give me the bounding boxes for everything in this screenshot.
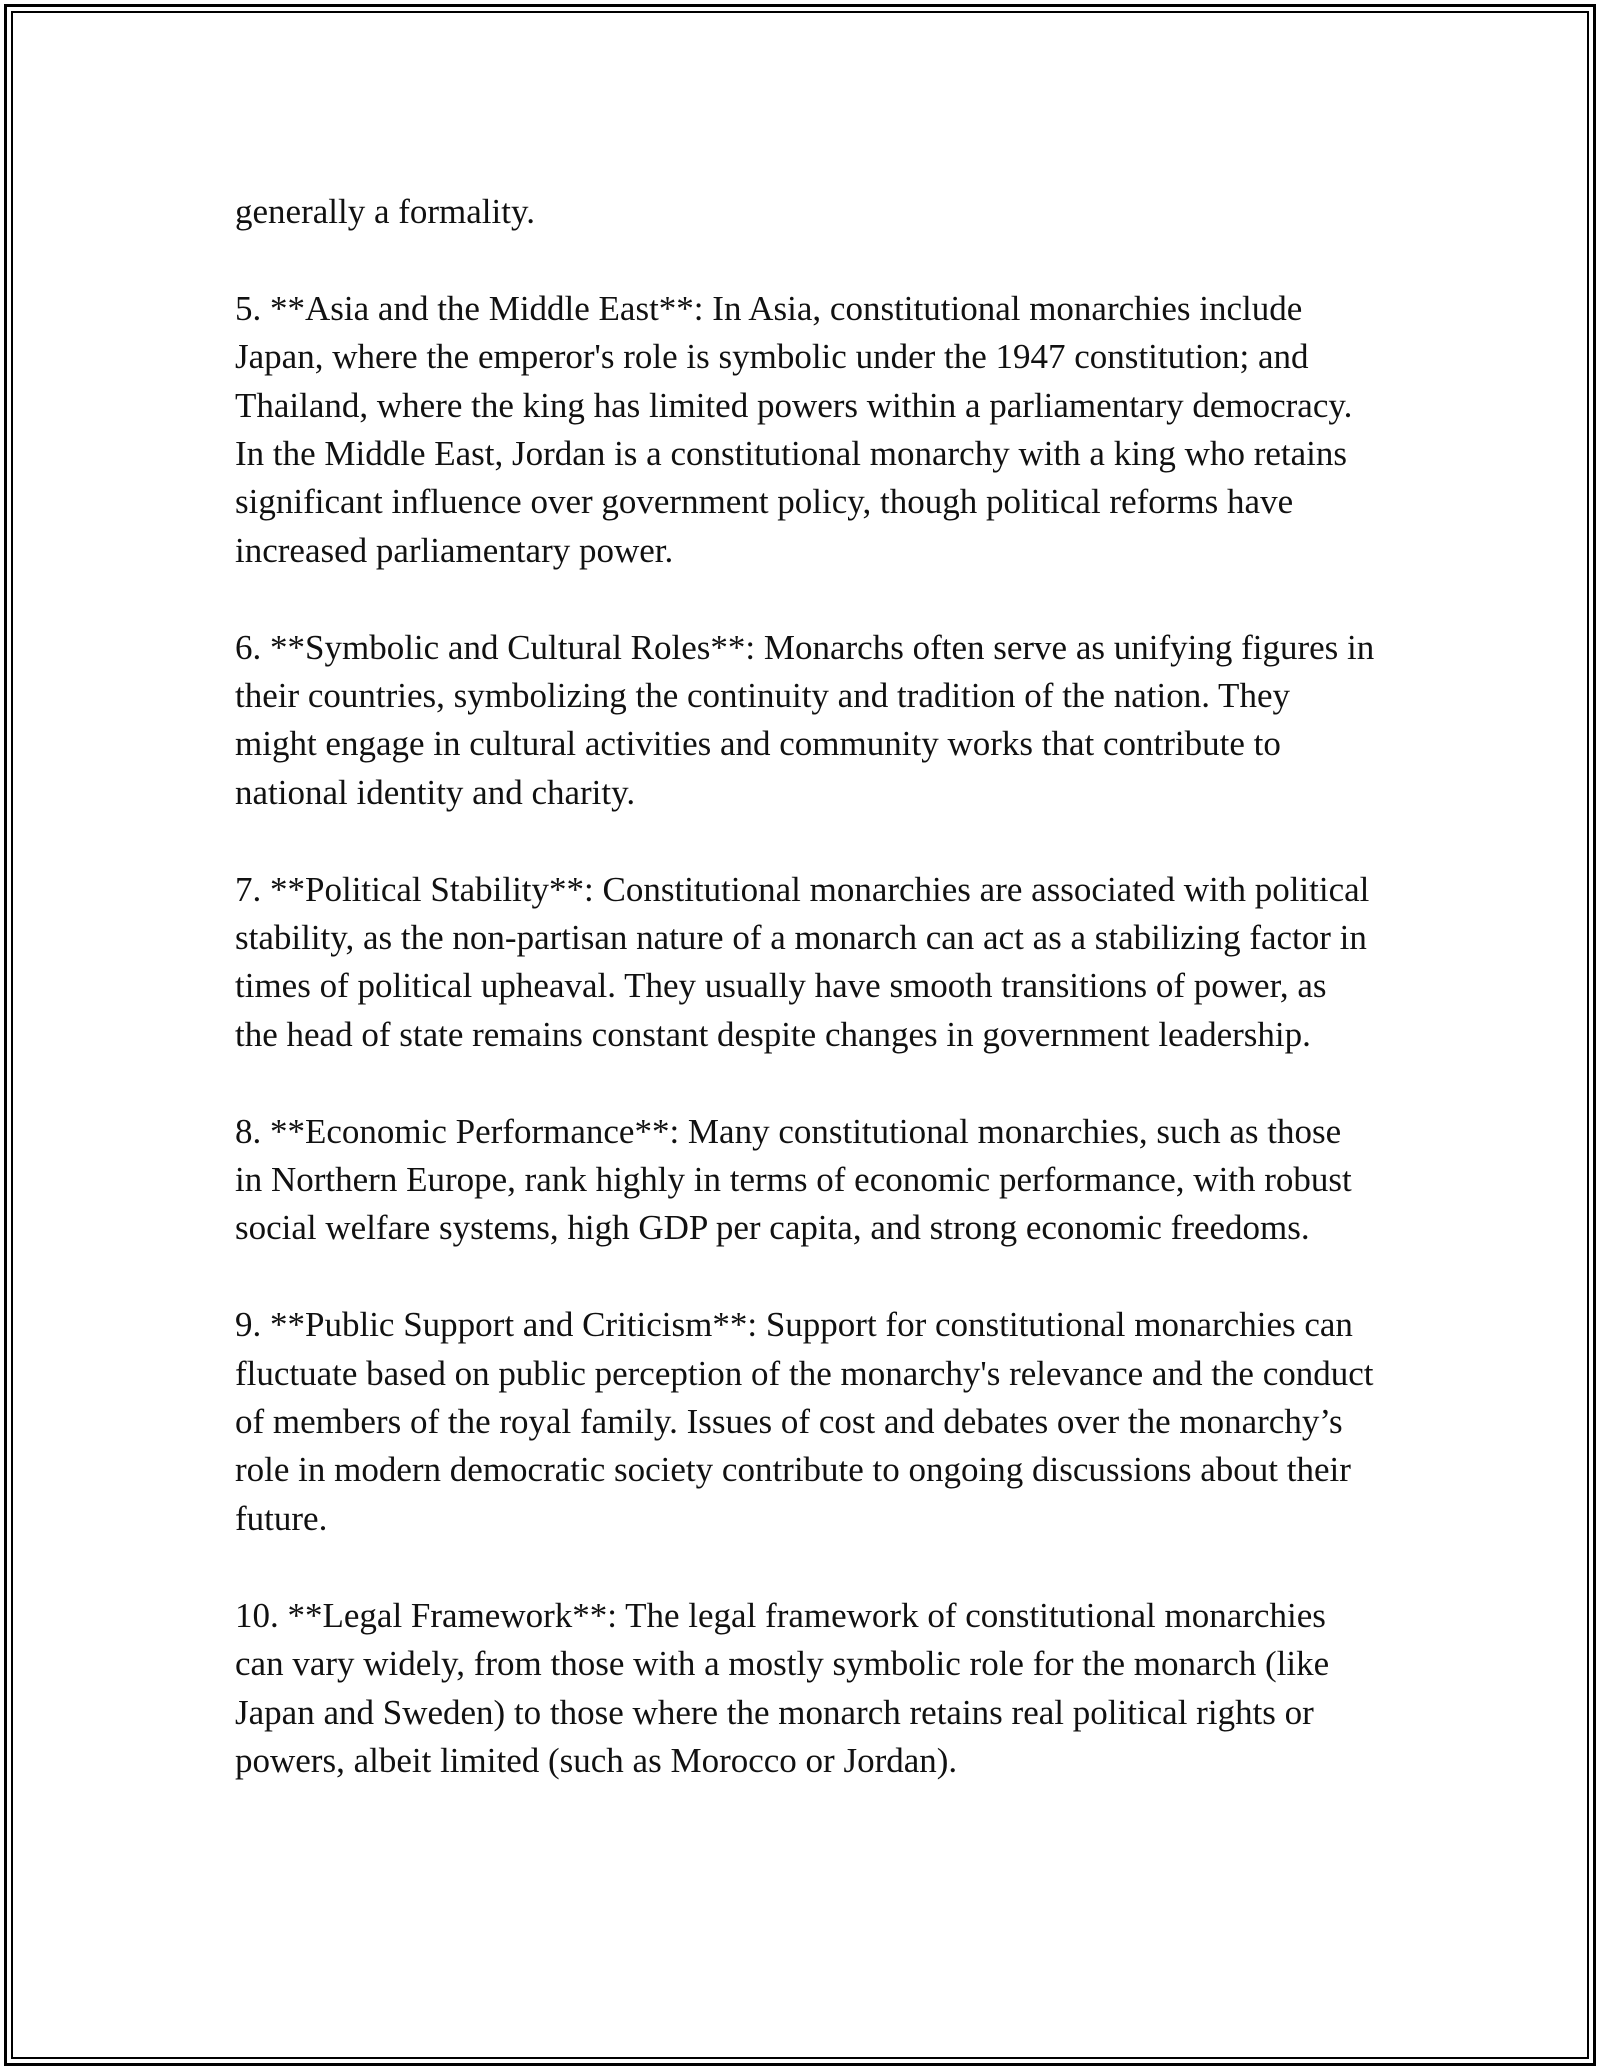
paragraph-continuation: generally a formality. <box>235 192 535 231</box>
paragraph-asia-middle-east: 5. **Asia and the Middle East**: In Asia, constitutional monarchies include Japan, where the emperor's role is symbolic under the 1947 constitution; and Thailand, where the king has limited powers within a parliamentary democracy. In the Middle East, Jordan is a constitutional monarchy with a king who retains significant influence over government policy, though political reforms have increased parliamentary power. <box>235 288 1353 570</box>
paragraph-symbolic-cultural-roles: 6. **Symbolic and Cultural Roles**: Monarchs often serve as unifying figures in their countries, symbolizing the continuity and tradition of the nation. They might engage in cultural activities and community works that contribute to national identity and charity. <box>235 627 1375 812</box>
document-body <box>235 188 1375 1785</box>
paragraph-political-stability: 7. **Political Stability**: Constitutional monarchies are associated with political stability, as the non-partisan nature of a monarch can act as a stabilizing factor in times of political upheaval. They usually have smooth transitions of power, as the head of state remains constant despite changes in government leadership. <box>235 869 1370 1054</box>
paragraph-public-support-criticism: 9. **Public Support and Criticism**: Support for constitutional monarchies can fluctuate based on public perception of the monarchy's relevance and the conduct of members of the royal family. Issues of cost and debates over the monarchy’s role in modern democratic society contribute to ongoing discussions about their future. <box>235 1305 1374 1538</box>
paragraph-economic-performance: 8. **Economic Performance**: Many constitutional monarchies, such as those in Northern Europe, rank highly in terms of economic performance, with robust social welfare systems, high GDP per capita, and strong economic freedoms. <box>235 1111 1352 1248</box>
paragraph-legal-framework: 10. **Legal Framework**: The legal framework of constitutional monarchies can vary widely, from those with a mostly symbolic role for the monarch (like Japan and Sweden) to those where the monarch retains real political rights or powers, albeit limited (such as Morocco or Jordan). <box>235 1595 1330 1780</box>
